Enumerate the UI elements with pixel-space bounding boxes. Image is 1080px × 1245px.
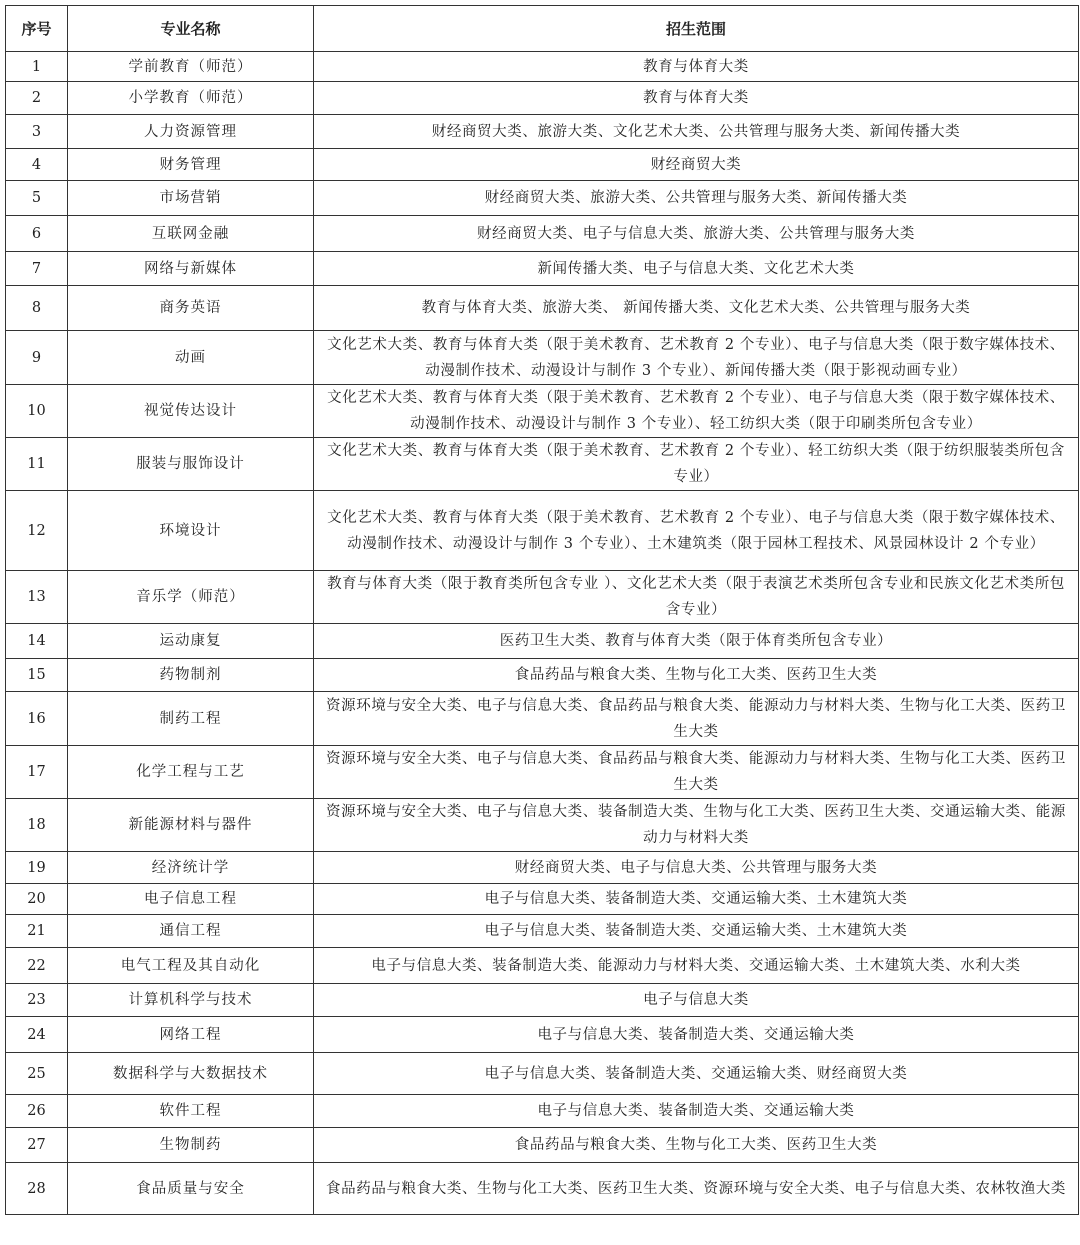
cell-scope: 资源环境与安全大类、电子与信息大类、装备制造大类、生物与化工大类、医药卫生大类、交通运输大类、能源动力与材料大类 <box>314 799 1079 852</box>
cell-scope: 食品药品与粮食大类、生物与化工大类、医药卫生大类 <box>314 1128 1079 1163</box>
cell-major: 电子信息工程 <box>68 884 314 915</box>
cell-scope: 电子与信息大类、装备制造大类、交通运输大类、财经商贸大类 <box>314 1053 1079 1095</box>
table-row <box>6 1128 1079 1163</box>
table-row <box>6 331 1079 385</box>
cell-scope: 教育与体育大类 <box>314 52 1079 82</box>
cell-no: 7 <box>6 252 68 286</box>
cell-scope: 文化艺术大类、教育与体育大类（限于美术教育、艺术教育 2 个专业）、电子与信息大类（限于数字媒体技术、动漫制作技术、动漫设计与制作 3 个专业）、土木建筑类（限于园林工程技术、风景园林设计 2 个专业） <box>314 491 1079 571</box>
cell-no: 25 <box>6 1053 68 1095</box>
table-row <box>6 216 1079 252</box>
cell-no: 8 <box>6 286 68 331</box>
table-row <box>6 692 1079 746</box>
table-body <box>6 52 1079 1215</box>
cell-no: 26 <box>6 1095 68 1128</box>
cell-major: 计算机科学与技术 <box>68 984 314 1017</box>
table-row <box>6 624 1079 659</box>
cell-scope: 文化艺术大类、教育与体育大类（限于美术教育、艺术教育 2 个专业）、电子与信息大类（限于数字媒体技术、动漫制作技术、动漫设计与制作 3 个专业）、轻工纺织大类（限于印刷类所包含专业） <box>314 385 1079 438</box>
cell-no: 19 <box>6 852 68 884</box>
cell-major: 小学教育（师范） <box>68 82 314 115</box>
cell-major: 通信工程 <box>68 915 314 948</box>
cell-major: 数据科学与大数据技术 <box>68 1053 314 1095</box>
cell-scope: 医药卫生大类、教育与体育大类（限于体育类所包含专业） <box>314 624 1079 659</box>
cell-no: 21 <box>6 915 68 948</box>
cell-no: 4 <box>6 149 68 181</box>
header-no: 序号 <box>6 6 68 52</box>
cell-major: 学前教育（师范） <box>68 52 314 82</box>
cell-major: 环境设计 <box>68 491 314 571</box>
cell-scope: 教育与体育大类（限于教育类所包含专业 ）、文化艺术大类（限于表演艺术类所包含专业和民族文化艺术类所包含专业） <box>314 571 1079 624</box>
cell-scope: 财经商贸大类、旅游大类、公共管理与服务大类、新闻传播大类 <box>314 181 1079 216</box>
cell-scope: 财经商贸大类、电子与信息大类、旅游大类、公共管理与服务大类 <box>314 216 1079 252</box>
cell-major: 药物制剂 <box>68 659 314 692</box>
enrollment-scope-table <box>5 5 1079 1215</box>
cell-major: 市场营销 <box>68 181 314 216</box>
cell-scope: 文化艺术大类、教育与体育大类（限于美术教育、艺术教育 2 个专业）、电子与信息大类（限于数字媒体技术、动漫制作技术、动漫设计与制作 3 个专业）、新闻传播大类（限于影视动画专业） <box>314 331 1079 385</box>
cell-no: 16 <box>6 692 68 746</box>
cell-major: 网络工程 <box>68 1017 314 1053</box>
cell-scope: 财经商贸大类、旅游大类、文化艺术大类、公共管理与服务大类、新闻传播大类 <box>314 115 1079 149</box>
cell-no: 10 <box>6 385 68 438</box>
cell-no: 5 <box>6 181 68 216</box>
cell-no: 14 <box>6 624 68 659</box>
header-major: 专业名称 <box>68 6 314 52</box>
cell-scope: 电子与信息大类、装备制造大类、交通运输大类、土木建筑大类 <box>314 915 1079 948</box>
cell-scope: 电子与信息大类、装备制造大类、交通运输大类、土木建筑大类 <box>314 884 1079 915</box>
table-row <box>6 52 1079 82</box>
cell-scope: 教育与体育大类、旅游大类、 新闻传播大类、文化艺术大类、公共管理与服务大类 <box>314 286 1079 331</box>
cell-major: 制药工程 <box>68 692 314 746</box>
cell-no: 11 <box>6 438 68 491</box>
cell-no: 6 <box>6 216 68 252</box>
cell-major: 商务英语 <box>68 286 314 331</box>
table-row <box>6 1017 1079 1053</box>
cell-no: 18 <box>6 799 68 852</box>
cell-no: 28 <box>6 1163 68 1215</box>
cell-scope: 资源环境与安全大类、电子与信息大类、食品药品与粮食大类、能源动力与材料大类、生物与化工大类、医药卫生大类 <box>314 692 1079 746</box>
cell-major: 财务管理 <box>68 149 314 181</box>
table-row <box>6 746 1079 799</box>
table-row <box>6 571 1079 624</box>
cell-scope: 电子与信息大类、装备制造大类、交通运输大类 <box>314 1017 1079 1053</box>
table-row <box>6 181 1079 216</box>
cell-scope: 电子与信息大类、装备制造大类、交通运输大类 <box>314 1095 1079 1128</box>
cell-no: 9 <box>6 331 68 385</box>
table-row <box>6 799 1079 852</box>
cell-major: 音乐学（师范） <box>68 571 314 624</box>
cell-scope: 电子与信息大类 <box>314 984 1079 1017</box>
cell-scope: 文化艺术大类、教育与体育大类（限于美术教育、艺术教育 2 个专业）、轻工纺织大类（限于纺织服装类所包含专业） <box>314 438 1079 491</box>
table-row <box>6 385 1079 438</box>
table-row <box>6 915 1079 948</box>
cell-major: 人力资源管理 <box>68 115 314 149</box>
cell-no: 20 <box>6 884 68 915</box>
table-row <box>6 286 1079 331</box>
cell-no: 13 <box>6 571 68 624</box>
cell-major: 软件工程 <box>68 1095 314 1128</box>
cell-no: 17 <box>6 746 68 799</box>
cell-major: 动画 <box>68 331 314 385</box>
cell-no: 1 <box>6 52 68 82</box>
cell-scope: 教育与体育大类 <box>314 82 1079 115</box>
cell-major: 电气工程及其自动化 <box>68 948 314 984</box>
cell-scope: 食品药品与粮食大类、生物与化工大类、医药卫生大类 <box>314 659 1079 692</box>
table-row <box>6 1163 1079 1215</box>
cell-major: 经济统计学 <box>68 852 314 884</box>
table-row <box>6 438 1079 491</box>
table-row <box>6 149 1079 181</box>
cell-major: 网络与新媒体 <box>68 252 314 286</box>
cell-scope: 电子与信息大类、装备制造大类、能源动力与材料大类、交通运输大类、土木建筑大类、水利大类 <box>314 948 1079 984</box>
cell-no: 12 <box>6 491 68 571</box>
table-row <box>6 1095 1079 1128</box>
cell-major: 化学工程与工艺 <box>68 746 314 799</box>
cell-major: 视觉传达设计 <box>68 385 314 438</box>
table-row <box>6 1053 1079 1095</box>
cell-no: 23 <box>6 984 68 1017</box>
cell-no: 3 <box>6 115 68 149</box>
cell-scope: 财经商贸大类、电子与信息大类、公共管理与服务大类 <box>314 852 1079 884</box>
cell-major: 互联网金融 <box>68 216 314 252</box>
table-row <box>6 115 1079 149</box>
table-row <box>6 884 1079 915</box>
cell-major: 服装与服饰设计 <box>68 438 314 491</box>
cell-scope: 财经商贸大类 <box>314 149 1079 181</box>
header-scope: 招生范围 <box>314 6 1079 52</box>
cell-no: 15 <box>6 659 68 692</box>
header-row <box>6 6 1079 52</box>
cell-scope: 新闻传播大类、电子与信息大类、文化艺术大类 <box>314 252 1079 286</box>
table-row <box>6 82 1079 115</box>
cell-major: 食品质量与安全 <box>68 1163 314 1215</box>
table-row <box>6 659 1079 692</box>
cell-scope: 食品药品与粮食大类、生物与化工大类、医药卫生大类、资源环境与安全大类、电子与信息大类、农林牧渔大类 <box>314 1163 1079 1215</box>
cell-major: 新能源材料与器件 <box>68 799 314 852</box>
table-row <box>6 491 1079 571</box>
cell-no: 27 <box>6 1128 68 1163</box>
table-row <box>6 984 1079 1017</box>
cell-scope: 资源环境与安全大类、电子与信息大类、食品药品与粮食大类、能源动力与材料大类、生物与化工大类、医药卫生大类 <box>314 746 1079 799</box>
cell-no: 2 <box>6 82 68 115</box>
table-row <box>6 948 1079 984</box>
table-row <box>6 852 1079 884</box>
table-row <box>6 252 1079 286</box>
cell-major: 生物制药 <box>68 1128 314 1163</box>
cell-major: 运动康复 <box>68 624 314 659</box>
cell-no: 24 <box>6 1017 68 1053</box>
cell-no: 22 <box>6 948 68 984</box>
